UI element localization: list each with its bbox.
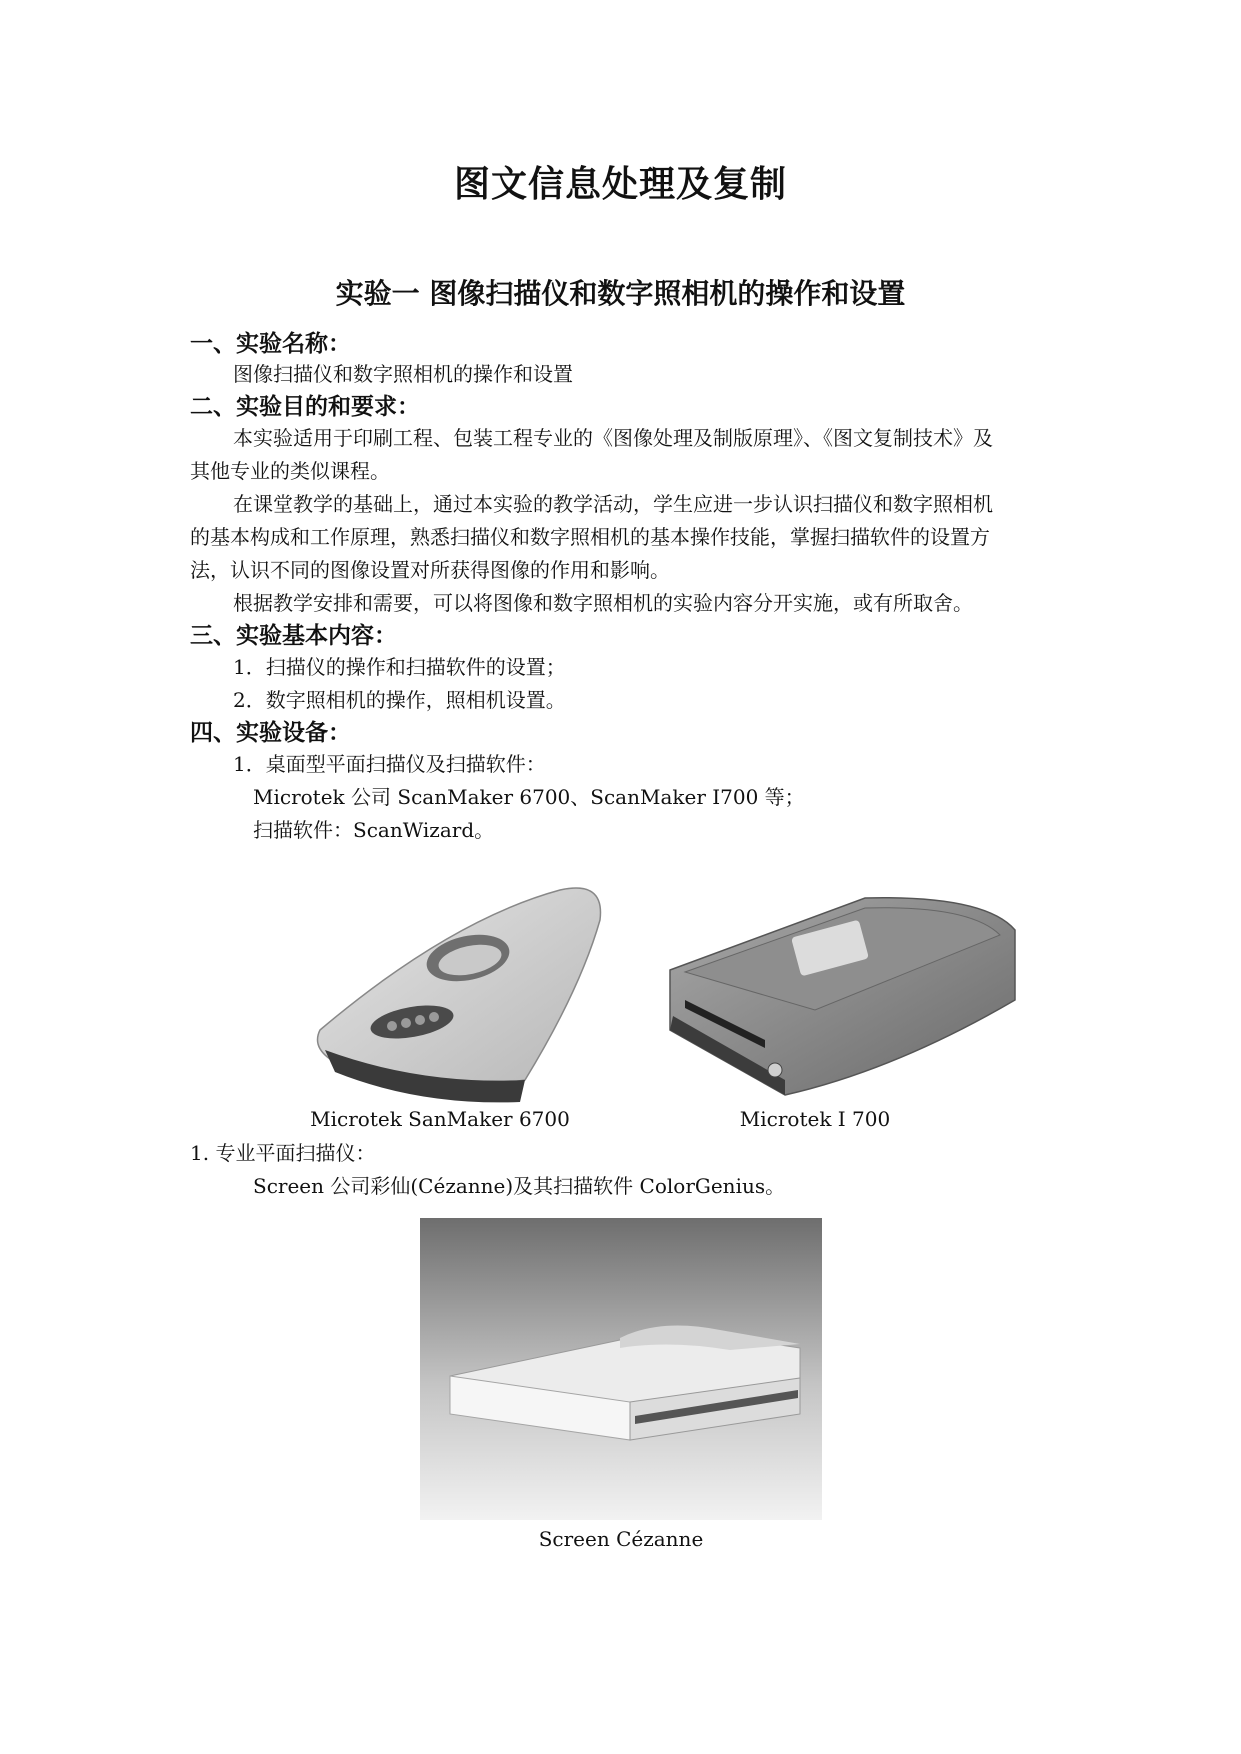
section-4-item-1-line2: 扫描软件：ScanWizard。 [253, 818, 495, 842]
section-2-p2-line1: 在课堂教学的基础上，通过本实验的教学活动，学生应进一步认识扫描仪和数字照相机 [233, 492, 993, 516]
section-2-p3: 根据教学安排和需要，可以将图像和数字照相机的实验内容分开实施，或有所取舍。 [233, 591, 973, 615]
section-3-item-1: 1．扫描仪的操作和扫描软件的设置； [233, 655, 566, 679]
section-2-p1-line2: 其他专业的类似课程。 [190, 459, 390, 483]
section-4-item-2-line1: Screen 公司彩仙(Cézanne)及其扫描软件 ColorGenius。 [253, 1174, 786, 1198]
caption-cezanne: Screen Cézanne [538, 1527, 704, 1551]
section-3-heading: 三、实验基本内容： [190, 623, 397, 649]
page-title: 图文信息处理及复制 [453, 164, 787, 205]
section-1-heading: 一、实验名称： [190, 331, 351, 357]
section-4-heading: 四、实验设备： [190, 720, 351, 746]
section-2-heading: 二、实验目的和要求： [190, 394, 420, 420]
section-4-item-2: 1. 专业平面扫描仪： [190, 1141, 376, 1165]
section-3-item-2: 2．数字照相机的操作，照相机设置。 [233, 688, 566, 712]
section-1-body: 图像扫描仪和数字照相机的操作和设置 [233, 362, 573, 386]
section-4-item-1-line1: Microtek 公司 ScanMaker 6700、ScanMaker I700 等； [253, 785, 805, 809]
scanner-cezanne-photo [420, 1218, 822, 1520]
caption-i700: Microtek I 700 [739, 1107, 891, 1131]
scanner-6700-photo [310, 880, 610, 1110]
caption-scanmaker-6700: Microtek SanMaker 6700 [310, 1107, 570, 1131]
experiment-title: 实验一 图像扫描仪和数字照相机的操作和设置 [335, 277, 906, 310]
section-2-p1-line1: 本实验适用于印刷工程、包装工程专业的《图像处理及制版原理》、《图文复制技术》及 [233, 426, 993, 450]
section-2-p2-line3: 法，认识不同的图像设置对所获得图像的作用和影响。 [190, 558, 670, 582]
section-2-p2-line2: 的基本构成和工作原理，熟悉扫描仪和数字照相机的基本操作技能，掌握扫描软件的设置方 [190, 525, 990, 549]
scanner-i700-photo [665, 890, 1020, 1105]
section-4-item-1: 1．桌面型平面扫描仪及扫描软件： [233, 752, 546, 776]
